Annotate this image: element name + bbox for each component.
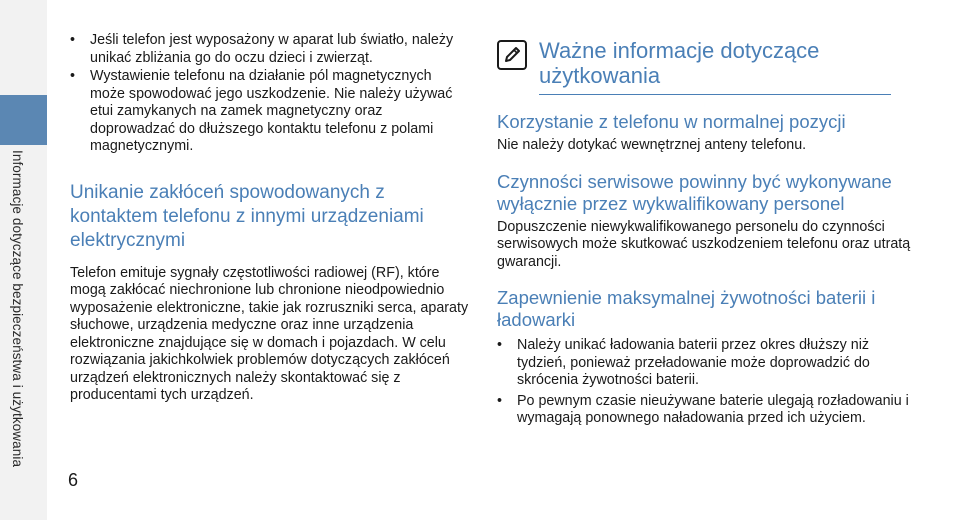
list-item bbox=[70, 32, 470, 67]
main-title-row bbox=[497, 38, 917, 88]
bullet-text: Należy unikać ładowania baterii przez okres dłuższy niż tydzień, ponieważ przeładowanie może doprowadzić do skrócenia żywotności baterii. bbox=[517, 337, 870, 388]
left-column bbox=[70, 32, 470, 405]
bullet-icon: • bbox=[70, 32, 76, 48]
page-title: Ważne informacje dotyczące użytkowania bbox=[539, 38, 820, 88]
right-column bbox=[497, 38, 917, 428]
list-item bbox=[70, 68, 470, 156]
bullet-text: Po pewnym czasie nieużywane baterie ulegają rozładowaniu i wymagają ponownego naładowania przed ich użyciem. bbox=[517, 392, 909, 426]
bullet-icon: • bbox=[497, 392, 503, 409]
bullet-text: Wystawienie telefonu na działanie pól magnetycznych może spowodować jego uszkodzenie. Nie należy używać etui zamykanych na zamek magnetyczny oraz doprowadzać do dłuższego kontaktu telefonu z polami magnetycznymi. bbox=[90, 68, 453, 154]
section-tab-marker bbox=[0, 95, 47, 145]
bullet-text: Jeśli telefon jest wyposażony w aparat lub światło, należy unikać zbliżania go do oczu dzieci i zwierząt. bbox=[90, 32, 454, 66]
battery-bullet-list bbox=[497, 337, 917, 428]
title-divider bbox=[539, 94, 891, 95]
page-number: 6 bbox=[68, 470, 79, 490]
section-heading-battery: Zapewnienie maksymalnej żywotności baterii i ładowarki bbox=[497, 287, 876, 330]
list-item bbox=[497, 337, 917, 390]
left-bullet-list bbox=[70, 32, 470, 156]
note-pencil-icon bbox=[497, 40, 527, 70]
bullet-icon: • bbox=[497, 337, 503, 353]
bullet-icon: • bbox=[70, 68, 76, 84]
section-heading-interference: Unikanie zakłóceń spowodowanych z kontaktem telefonu z innymi urządzeniami elektrycznymi bbox=[70, 181, 424, 251]
section-body-interference: Telefon emituje sygnały częstotliwości radiowej (RF), które mogą zakłócać niechronione lub chronione nieodpowiednio wyposażenie elektroniczne, takie jak rozruszniki serca, aparaty słuchowe, urządzenia medyczne oraz inne urządzenia elektroniczne znajdujące się w domach i pojazdach. W celu rozwiązania jakichkolwiek problemów dotyczących zakłóceń urządzeń elektronicznych należy skontaktować się z producentami tych urządzeń. bbox=[70, 264, 469, 403]
section-body-normal-position: Nie należy dotykać wewnętrznej anteny telefonu. bbox=[497, 137, 807, 153]
section-body-service: Dopuszczenie niewykwalifikowanego personelu do czynności serwisowych może skutkować uszkodzeniem telefonu oraz utratą gwarancji. bbox=[497, 218, 911, 270]
section-heading-service: Czynności serwisowe powinny być wykonywane wyłącznie przez wykwalifikowany personel bbox=[497, 170, 892, 214]
section-heading-normal-position: Korzystanie z telefonu w normalnej pozycji bbox=[497, 111, 846, 132]
list-item bbox=[497, 393, 917, 428]
section-side-label: Informacje dotyczące bezpieczeństwa i użytkowania bbox=[10, 150, 25, 468]
